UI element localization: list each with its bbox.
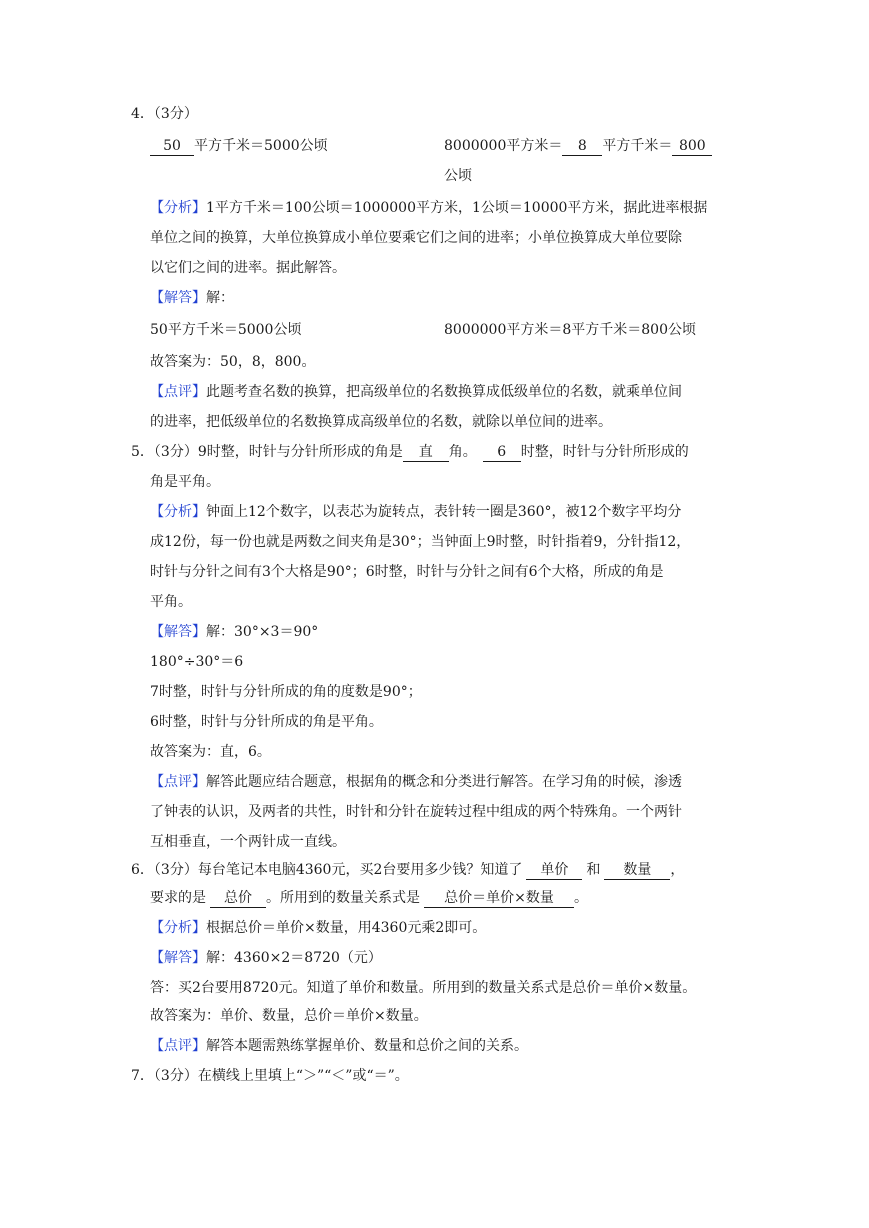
q6-answer-3: 总价: [210, 890, 266, 908]
q4-answer-3: 800: [672, 138, 712, 156]
q5-comment-tag: 【点评】: [150, 774, 206, 790]
q5-header-text: 5．（3分）9时整，时针与分针所形成的角是: [131, 444, 403, 460]
q5-comment-line: 互相垂直，一个两针成一直线。: [150, 834, 346, 850]
q6-header-text: 6．（3分）每台笔记本电脑4360元，买2台要用多少钱？知道了: [131, 862, 523, 878]
q4-analysis: [150, 198, 707, 218]
q4-blank-line-2: [444, 136, 712, 156]
q4-comment-tag: 【点评】: [150, 384, 206, 400]
q5-solution-line: 6时整，时针与分针所成的角是平角。: [150, 714, 383, 730]
q5-comment-line: 解答此题应结合题意，根据角的概念和分类进行解答。在学习角的时候，渗透: [206, 774, 682, 790]
q4-text-1: 平方千米＝5000公顷: [194, 138, 328, 154]
q5-analysis-line: 成12份，每一份也就是两数之间夹角是30°；当钟面上9时整，时针指着9，分针指12，: [150, 534, 691, 550]
q4-answer-1: 50: [150, 138, 194, 156]
q5-header: [131, 442, 689, 462]
q5-answer-1: 直: [403, 444, 449, 462]
q4-analysis-line: 以它们之间的进率。据此解答。: [150, 260, 346, 276]
q6-text-5: 。: [574, 890, 588, 906]
q5-comment-line: 了钟表的认识，及两者的共性，时针和分针在旋转过程中组成的两个特殊角。一个两针: [150, 804, 682, 820]
q6-line-2: [150, 888, 588, 908]
q6-answer-2: 数量: [604, 862, 670, 880]
q4-solution: [150, 288, 234, 308]
q4-header: 4．（3分）: [131, 106, 198, 122]
q6-analysis: [150, 918, 486, 938]
q5-solution-head: 解：30°×3＝90°: [206, 624, 319, 640]
q5-analysis-line: 钟面上12个数字，以表芯为旋转点，表针转一圈是360°，被12个数字平均分: [206, 504, 682, 520]
q4-text-4: 公顷: [444, 168, 472, 184]
q6-comment-tag: 【点评】: [150, 1038, 206, 1054]
q5-answer: 故答案为：直，6。: [150, 744, 271, 760]
q6-text-2: ，: [670, 862, 685, 878]
q5-text-1: 角。: [448, 444, 477, 460]
q4-comment: [150, 382, 682, 402]
q4-comment-line: 的进率，把低级单位的名数换算成高级单位的名数，就除以单位间的进率。: [150, 414, 612, 430]
q6-analysis-tag: 【分析】: [150, 920, 206, 936]
q4-solution-head: 解：: [206, 290, 234, 306]
q6-text-1: 和: [586, 862, 601, 878]
q5-solution-line: 7时整，时针与分针所成的角的度数是90°；: [150, 684, 422, 700]
q6-comment-line: 解答本题需熟练掌握单价、数量和总价之间的关系。: [206, 1038, 528, 1054]
q4-analysis-line: 单位之间的换算，大单位换算成小单位要乘它们之间的进率；小单位换算成大单位要除: [150, 230, 682, 246]
q4-comment-line: 此题考查名数的换算，把高级单位的名数换算成低级单位的名数，就乘单位间: [206, 384, 682, 400]
q5-line-2: 角是平角。: [150, 474, 220, 490]
q6-answer-4: 总价＝单价×数量: [424, 890, 574, 908]
q6-header: [131, 860, 684, 880]
q6-solution: [150, 948, 382, 968]
q5-comment: [150, 772, 682, 792]
q6-solution-tag: 【解答】: [150, 950, 206, 966]
q5-analysis-tag: 【分析】: [150, 504, 206, 520]
q6-answer: 故答案为：单价、数量，总价＝单价×数量。: [150, 1008, 428, 1024]
q6-comment: [150, 1036, 528, 1056]
q4-blank-line-1: [150, 136, 328, 156]
q4-analysis-line: 1平方千米＝100公顷＝1000000平方米，1公顷＝10000平方米，据此进率根据: [206, 200, 708, 216]
q4-analysis-tag: 【分析】: [150, 200, 206, 216]
q4-solution-line: 8000000平方米＝8平方千米＝800公顷: [444, 322, 696, 338]
q5-analysis-line: 时针与分针之间有3个大格是90°；6时整，时针与分针之间有6个大格，所成的角是: [150, 564, 664, 580]
q6-analysis-line: 根据总价＝单价×数量，用4360元乘2即可。: [206, 920, 487, 936]
q6-text-3: 要求的是: [150, 890, 206, 906]
q4-solution-tag: 【解答】: [150, 290, 206, 306]
q4-solution-line: 50平方千米＝5000公顷: [150, 322, 302, 338]
q5-analysis-line: 平角。: [150, 594, 192, 610]
q5-answer-2: 6: [483, 444, 521, 462]
q6-solution-line: 答：买2台要用8720元。知道了单价和数量。所用到的数量关系式是总价＝单价×数量。: [150, 980, 697, 996]
q7-header: 7．（3分）在横线上里填上“＞”“＜”或“＝”。: [131, 1068, 409, 1084]
q6-answer-1: 单价: [526, 862, 582, 880]
q5-analysis: [150, 502, 681, 522]
q5-solution: [150, 622, 318, 642]
q4-text-2: 8000000平方米＝: [444, 138, 563, 154]
q5-solution-tag: 【解答】: [150, 624, 206, 640]
q6-solution-head: 解：4360×2＝8720（元）: [206, 950, 382, 966]
q5-solution-line: 180°÷30°＝6: [150, 654, 244, 670]
q6-text-4: 。所用到的数量关系式是: [266, 890, 420, 906]
q4-answer: 故答案为：50，8，800。: [150, 354, 316, 370]
q5-text-2: 时整，时针与分针所形成的: [520, 444, 689, 460]
q4-answer-2: 8: [562, 138, 602, 156]
q4-text-3: 平方千米＝: [602, 138, 673, 154]
